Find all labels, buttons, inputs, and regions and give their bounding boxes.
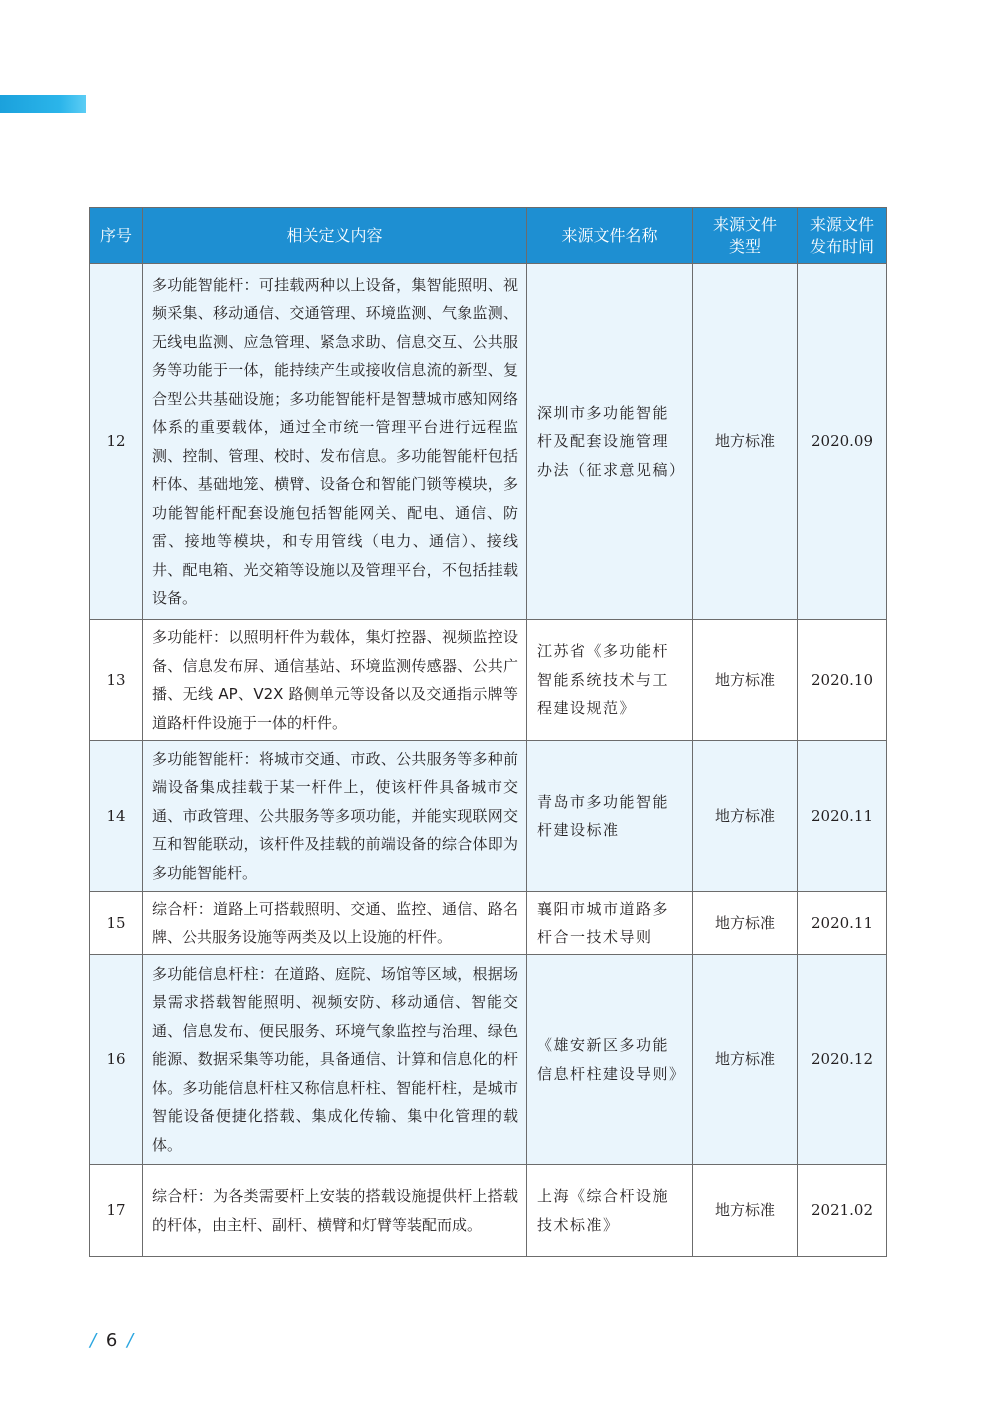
row-type: 地方标准 [693,620,798,741]
header-type-line2: 类型 [728,236,761,256]
table-row [90,1165,887,1257]
row-definition: 多功能智能杆：可挂载两种以上设备，集智能照明、视频采集、移动通信、交通管理、环境监测、气象监测、无线电监测、应急管理、紧急求助、信息交互、公共服务等功能于一体，能持续产生或接收信息流的新型、复合型公共基础设施；多功能智能杆是智慧城市感知网络体系的重要载体，通过全市统一管理平台进行远程监测、控制、管理、校时、发布信息。多功能智能杆包括杆体、基础地笼、横臂、设备仓和智能门锁等模块，多功能智能杆配套设施包括智能网关、配电、通信、防雷、接地等模块，和专用管线（电力、通信）、接线井、配电箱、光交箱等设施以及管理平台，不包括挂载设备。 [143,264,527,620]
row-definition: 多功能杆：以照明杆件为载体，集灯控器、视频监控设备、信息发布屏、通信基站、环境监测传感器、公共广播、无线 AP、V2X 路侧单元等设备以及交通指示牌等道路杆件设施于一体的杆件。 [143,620,527,741]
table-header-row [90,208,887,264]
row-no: 13 [90,620,143,741]
row-source: 《雄安新区多功能信息杆柱建设导则》 [527,955,693,1165]
table-row [90,264,887,620]
header-no: 序号 [90,208,143,264]
row-no: 15 [90,892,143,955]
row-time: 2020.10 [798,620,887,741]
table-row [90,955,887,1165]
row-no: 12 [90,264,143,620]
header-time-line2: 发布时间 [809,236,874,256]
header-source: 来源文件名称 [527,208,693,264]
page-slash-left: / [90,1330,99,1351]
row-time: 2020.12 [798,955,887,1165]
row-source: 青岛市多功能智能杆建设标准 [527,741,693,892]
row-source: 江苏省《多功能杆智能系统技术与工程建设规范》 [527,620,693,741]
row-time: 2020.11 [798,892,887,955]
row-definition: 综合杆：为各类需要杆上安装的搭载设施提供杆上搭载的杆体，由主杆、副杆、横臂和灯臂等装配而成。 [143,1165,527,1257]
row-source: 襄阳市城市道路多杆合一技术导则 [527,892,693,955]
row-definition: 多功能信息杆柱：在道路、庭院、场馆等区域，根据场景需求搭载智能照明、视频安防、移动通信、智能交通、信息发布、便民服务、环境气象监控与治理、绿色能源、数据采集等功能，具备通信、计算和信息化的杆体。多功能信息杆柱又称信息杆柱、智能杆柱，是城市智能设备便捷化搭载、集成化传输、集中化管理的载体。 [143,955,527,1165]
row-no: 14 [90,741,143,892]
row-definition: 多功能智能杆：将城市交通、市政、公共服务等多种前端设备集成挂载于某一杆件上，使该杆件具备城市交通、市政管理、公共服务等多项功能，并能实现联网交互和智能联动，该杆件及挂载的前端设备的综合体即为多功能智能杆。 [143,741,527,892]
row-type: 地方标准 [693,955,798,1165]
row-definition: 综合杆：道路上可搭载照明、交通、监控、通信、路名牌、公共服务设施等两类及以上设施的杆件。 [143,892,527,955]
row-time: 2021.02 [798,1165,887,1257]
row-no: 17 [90,1165,143,1257]
table-row [90,892,887,955]
header-time [798,208,887,264]
row-time: 2020.11 [798,741,887,892]
row-source: 深圳市多功能智能杆及配套设施管理办法（征求意见稿） [527,264,693,620]
table-row [90,620,887,741]
page-number [90,1330,135,1351]
row-type: 地方标准 [693,892,798,955]
header-definition: 相关定义内容 [143,208,527,264]
row-time: 2020.09 [798,264,887,620]
row-type: 地方标准 [693,1165,798,1257]
row-source: 上海《综合杆设施技术标准》 [527,1165,693,1257]
header-type [693,208,798,264]
page-number-value: 6 [105,1330,120,1351]
top-accent-bar [0,95,86,113]
row-type: 地方标准 [693,741,798,892]
row-no: 16 [90,955,143,1165]
row-type: 地方标准 [693,264,798,620]
header-type-line1: 来源文件 [712,214,777,234]
definitions-table [89,207,887,1257]
header-time-line1: 来源文件 [809,214,874,234]
page-slash-right: / [127,1330,136,1351]
table-row [90,741,887,892]
